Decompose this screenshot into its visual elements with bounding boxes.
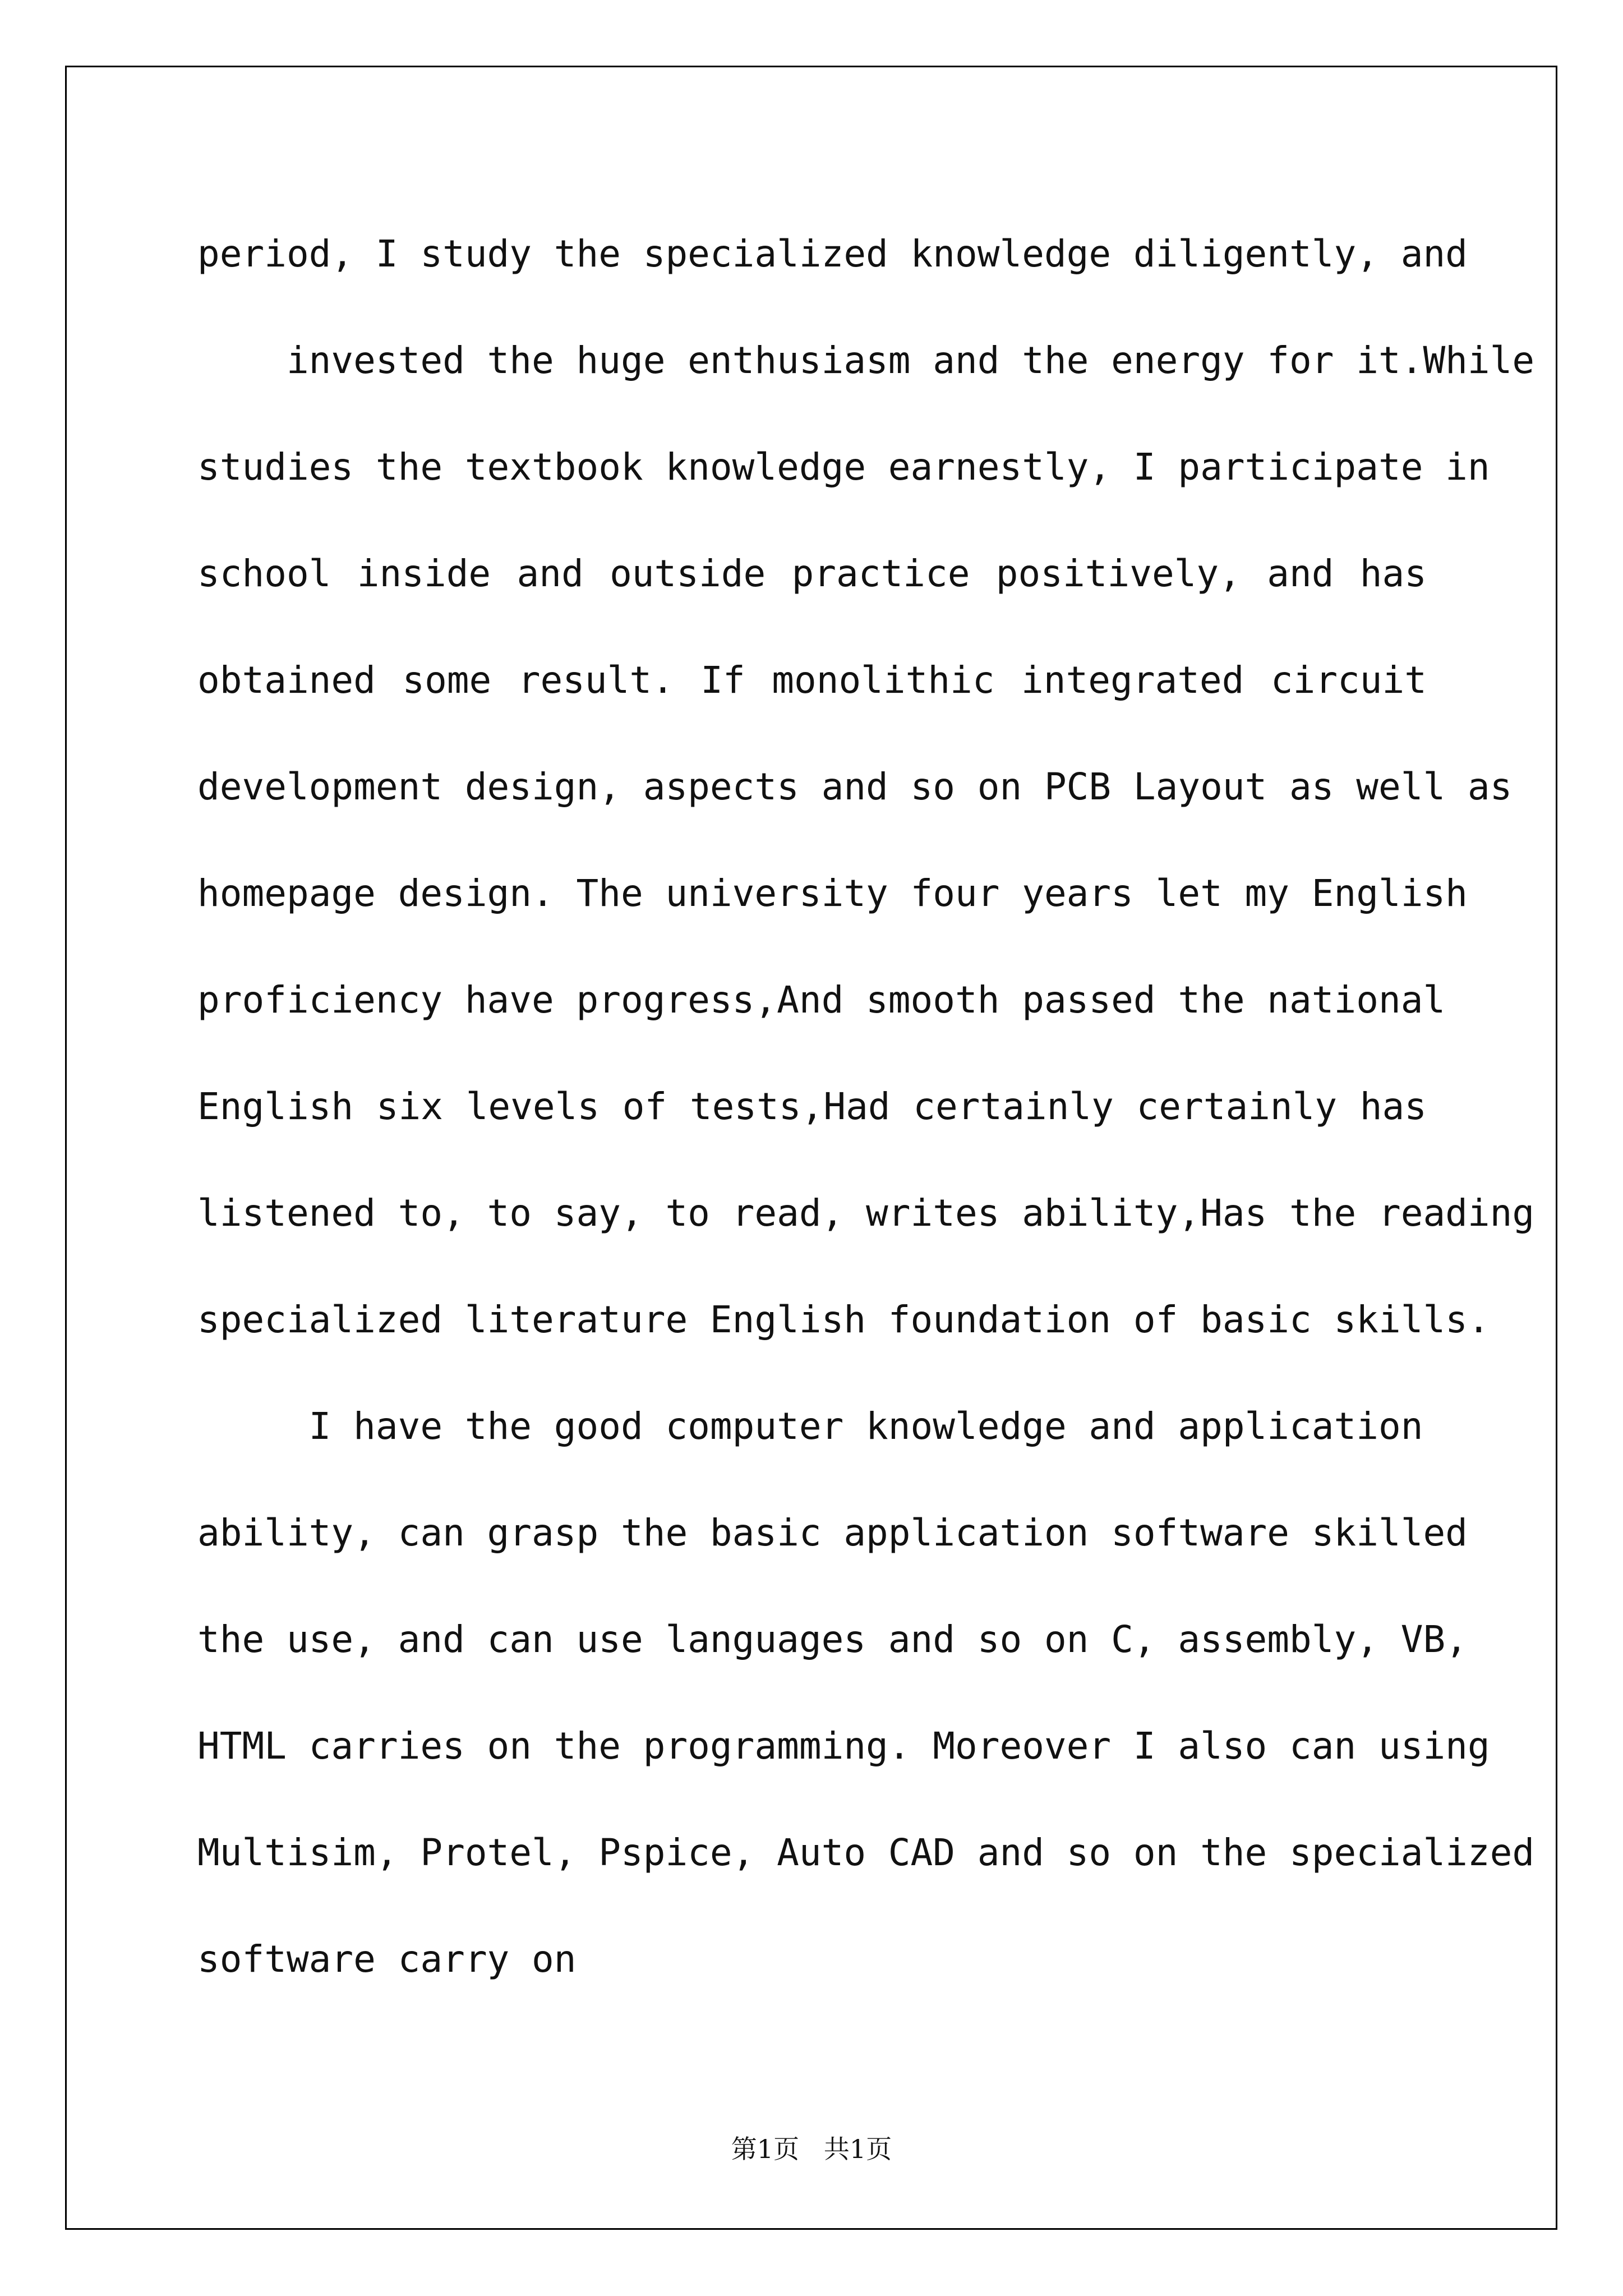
text-line: period, I study the specialized knowledge diligently, and <box>197 232 1468 275</box>
text-line: development design, aspects and so on PCB Layout as well as <box>197 765 1513 808</box>
text-line: obtained some result. If monolithic integrated circuit <box>197 659 1427 702</box>
text-line: proficiency have progress,And smooth passed the national <box>197 978 1446 1022</box>
page-number-footer: 第1页 共1页 <box>731 2134 892 2164</box>
text-line: English six levels of tests,Had certainly certainly has <box>197 1085 1427 1128</box>
text-line: the use, and can use languages and so on C, assembly, VB, <box>197 1618 1468 1661</box>
text-line: specialized literature English foundation of basic skills. <box>197 1298 1490 1341</box>
text-line: invested the huge enthusiasm and the energy for it.While <box>197 339 1535 382</box>
text-line: I have the good computer knowledge and application <box>197 1405 1423 1448</box>
text-line: homepage design. The university four years let my English <box>197 872 1468 915</box>
text-line: ability, can grasp the basic application software skilled <box>197 1511 1468 1554</box>
text-line: software carry on <box>197 1938 577 1981</box>
text-line: listened to, to say, to read, writes ability,Has the reading <box>197 1191 1535 1235</box>
text-line: studies the textbook knowledge earnestly, I participate in <box>197 445 1490 489</box>
text-line: school inside and outside practice positively, and has <box>197 552 1427 595</box>
text-line: Multisim, Protel, Pspice, Auto CAD and so on the specialized <box>197 1831 1535 1874</box>
document-body <box>197 223 1535 2035</box>
text-line: HTML carries on the programming. Moreover I also can using <box>197 1724 1490 1768</box>
